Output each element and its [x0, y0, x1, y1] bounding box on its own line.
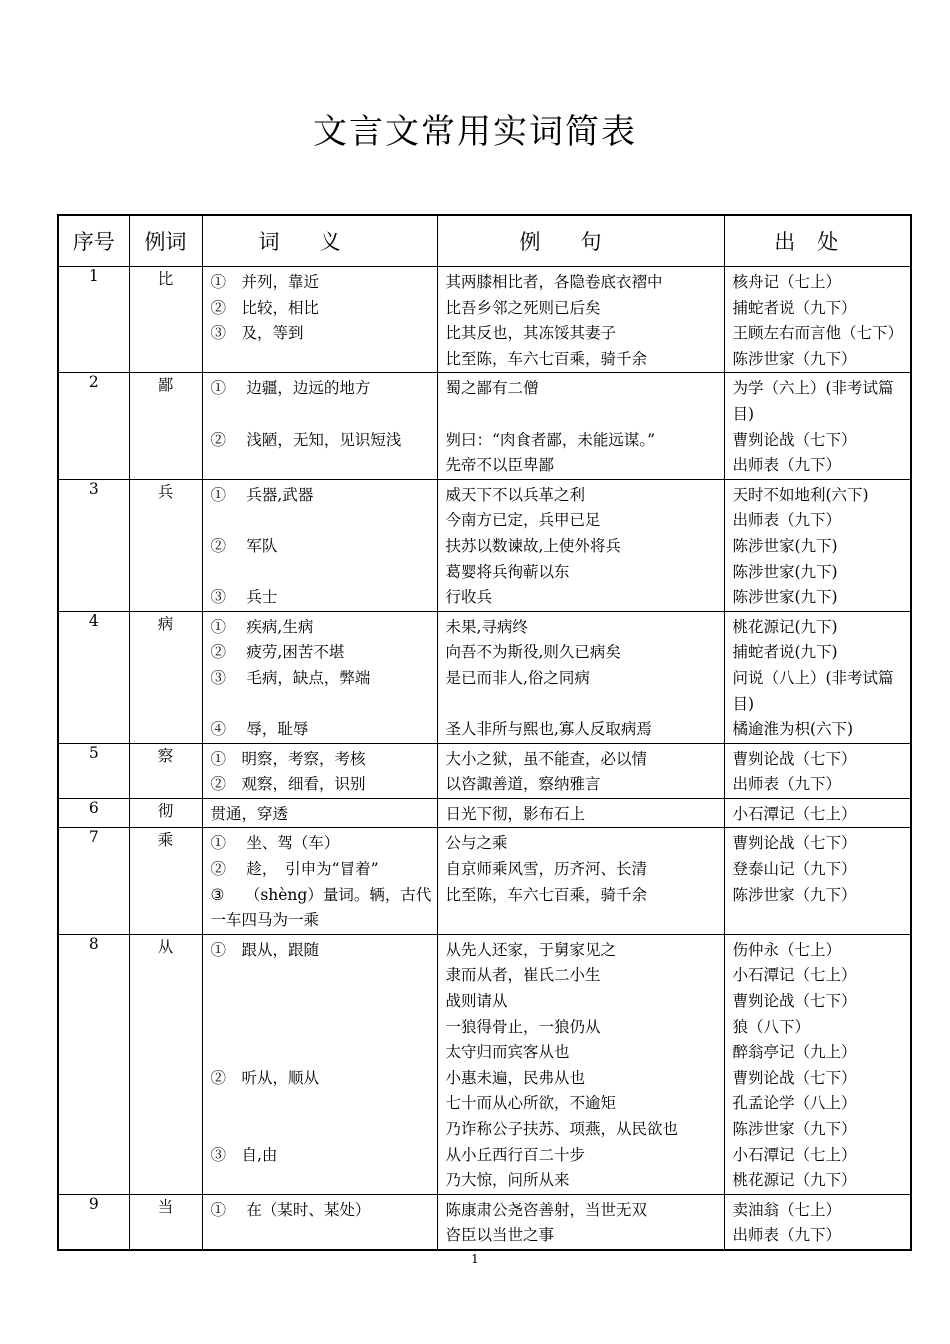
row-number: 3 — [58, 479, 129, 611]
source-line: 陈涉世家（九下） — [732, 1120, 857, 1138]
example-line: 小惠未遍，民弗从也 — [445, 1068, 586, 1087]
example-line: 比其反也，其冻馁其妻子 — [445, 324, 617, 343]
meaning-line: ① 明察，考察，考核 — [210, 749, 366, 768]
meaning-cell — [202, 828, 437, 934]
table-row — [58, 828, 911, 934]
example-line: 隶而从者，崔氏二小生 — [445, 966, 601, 985]
source-line: 小石潭记（七上） — [732, 804, 857, 823]
meaning-cell — [202, 267, 437, 373]
table-row — [58, 743, 911, 798]
meaning-line: ② 军队 — [210, 536, 278, 555]
meaning-cell — [202, 373, 437, 479]
source-line: 曹刿论战（七下） — [732, 1068, 857, 1087]
page-title: 文言文常用实词简表 — [313, 112, 637, 152]
example-word: 病 — [129, 611, 202, 743]
example-line: 今南方已定，兵甲已足 — [445, 511, 601, 530]
example-line: 向吾不为斯役,则久已病矣 — [445, 643, 621, 662]
table-row — [58, 267, 911, 373]
example-line: 一狼得骨止，一狼仍从 — [445, 1017, 601, 1036]
source-line: 伤仲永（七上） — [732, 940, 842, 959]
example-line: 比吾乡邻之死则已后矣 — [445, 298, 601, 317]
example-line: 乃大惊，问所从来 — [445, 1171, 570, 1190]
table-row — [58, 373, 911, 479]
example-word: 当 — [129, 1194, 202, 1250]
source-line: 捕蛇者说(九下) — [732, 643, 838, 662]
meaning-line: ③ 兵士 — [210, 588, 278, 607]
meaning-cell — [202, 1194, 437, 1250]
meaning-line — [211, 453, 433, 479]
example-cell — [437, 1194, 724, 1250]
meaning-line: ① 兵器,武器 — [210, 485, 314, 504]
source-line: 橘逾淮为枳(六下) — [732, 720, 854, 739]
meaning-line: ③ （shèng）量词。辆，古代一车四马为一乘 — [210, 885, 432, 930]
row-number: 1 — [58, 267, 129, 373]
meaning-line — [211, 1223, 433, 1249]
example-word: 察 — [129, 743, 202, 798]
meaning-line: ④ 辱，耻辱 — [210, 720, 309, 739]
source-line: 桃花源记(九下) — [732, 617, 838, 636]
source-line: 为学（六上）(非考试篇 — [732, 379, 894, 398]
example-line: 太守归而宾客从也 — [445, 1043, 570, 1062]
header-meaning: 词义 — [202, 215, 437, 267]
example-word: 从 — [129, 934, 202, 1194]
header-example: 例句 — [437, 215, 724, 267]
meaning-cell — [202, 798, 437, 828]
table-row — [58, 479, 911, 611]
meaning-line — [211, 1117, 433, 1143]
source-line: 出师表（九下） — [732, 1226, 842, 1245]
example-word: 彻 — [129, 798, 202, 828]
example-word: 比 — [129, 267, 202, 373]
source-line: 陈涉世家(九下) — [732, 588, 838, 607]
example-line: 比至陈，车六七百乘，骑千余 — [445, 885, 648, 904]
example-cell — [437, 743, 724, 798]
source-line: 目) — [732, 694, 755, 713]
source-line — [733, 908, 907, 934]
meaning-cell — [202, 934, 437, 1194]
meaning-line — [211, 560, 433, 586]
meaning-line: ① 坐、驾（车） — [210, 834, 340, 853]
header-word: 例词 — [129, 215, 202, 267]
meaning-line: ③ 及，等到 — [210, 324, 304, 343]
meaning-line: ① 跟从，跟随 — [210, 940, 320, 959]
source-line: 卖油翁（七上） — [732, 1200, 842, 1219]
source-line: 曹刿论战（七下） — [732, 430, 857, 449]
row-number: 6 — [58, 798, 129, 828]
source-cell — [724, 798, 911, 828]
meaning-cell — [202, 479, 437, 611]
example-line: 先帝不以臣卑鄙 — [445, 456, 555, 475]
example-word: 鄙 — [129, 373, 202, 479]
header-source: 出处 — [724, 215, 911, 267]
meaning-line: ② 听从，顺从 — [210, 1068, 320, 1087]
example-word: 兵 — [129, 479, 202, 611]
example-line: 日光下彻，影布石上 — [445, 804, 586, 823]
source-cell — [724, 267, 911, 373]
source-line: 小石潭记（七上） — [732, 1145, 857, 1164]
meaning-line — [211, 402, 433, 428]
example-line — [446, 692, 720, 718]
header-row — [58, 215, 911, 267]
meaning-line: ② 浅陋，无知，见识短浅 — [210, 430, 402, 449]
example-line: 战则请从 — [445, 992, 508, 1011]
example-line: 葛婴将兵徇蕲以东 — [445, 562, 570, 581]
example-cell — [437, 479, 724, 611]
source-line: 曹刿论战（七下） — [732, 992, 857, 1011]
source-line: 出师表（九下） — [732, 775, 842, 794]
example-line: 比至陈，车六七百乘，骑千余 — [445, 349, 648, 368]
meaning-line: ② 观察，细看，识别 — [210, 775, 366, 794]
source-cell — [724, 743, 911, 798]
meaning-line — [211, 1168, 433, 1194]
row-number: 5 — [58, 743, 129, 798]
source-line: 王顾左右而言他（七下） — [732, 324, 904, 343]
meaning-line — [211, 692, 433, 718]
meaning-line: ③ 自,由 — [210, 1145, 278, 1164]
source-line: 孔孟论学（八上） — [732, 1094, 857, 1113]
meaning-line: ① 边疆，边远的地方 — [210, 379, 371, 398]
page-number: 1 — [471, 1252, 479, 1266]
source-cell — [724, 1194, 911, 1250]
source-line: 小石潭记（七上） — [732, 966, 857, 985]
meaning-line — [211, 1015, 433, 1041]
source-line: 问说（八上）(非考试篇 — [732, 668, 894, 687]
meaning-line — [211, 1040, 433, 1066]
source-line: 曹刿论战（七下） — [732, 749, 857, 768]
example-cell — [437, 267, 724, 373]
example-line: 刿曰：“肉食者鄙，未能远谋。” — [445, 430, 656, 449]
table-row — [58, 611, 911, 743]
source-line: 天时不如地利(六下) — [732, 485, 869, 504]
source-line: 登泰山记（九下） — [732, 860, 857, 879]
source-line: 狼（八下） — [732, 1017, 811, 1036]
meaning-line: ② 疲劳,困苦不堪 — [210, 643, 345, 662]
source-line: 出师表（九下） — [732, 511, 842, 530]
example-cell — [437, 373, 724, 479]
example-line — [446, 908, 720, 934]
meaning-line: ② 趁， 引申为“冒着” — [210, 860, 379, 879]
example-cell — [437, 798, 724, 828]
row-number: 4 — [58, 611, 129, 743]
example-line: 未果,寻病终 — [445, 617, 528, 636]
table-row — [58, 1194, 911, 1250]
example-line: 从先人还家，于舅家见之 — [445, 940, 617, 959]
example-line: 其两膝相比者，各隐卷底衣褶中 — [445, 273, 663, 291]
meaning-line — [211, 508, 433, 534]
example-line: 咨臣以当世之事 — [445, 1226, 555, 1245]
row-number: 2 — [58, 373, 129, 479]
source-line: 醉翁亭记（九上） — [732, 1043, 857, 1062]
source-cell — [724, 479, 911, 611]
source-line: 目) — [732, 404, 755, 423]
example-line: 公与之乘 — [445, 834, 508, 853]
source-line: 陈涉世家(九下) — [732, 536, 838, 555]
source-line: 桃花源记（九下） — [732, 1171, 857, 1190]
vocabulary-table — [57, 214, 912, 1251]
example-line — [446, 402, 720, 428]
example-line: 乃诈称公子扶苏、项燕，从民欲也 — [445, 1120, 679, 1138]
row-number: 7 — [58, 828, 129, 934]
example-line: 行收兵 — [445, 588, 493, 607]
example-line: 陈康肃公尧咨善射，当世无双 — [445, 1200, 648, 1219]
example-cell — [437, 611, 724, 743]
source-cell — [724, 828, 911, 934]
example-line: 扶苏以数谏故,上使外将兵 — [445, 536, 621, 555]
example-line: 七十而从心所欲，不逾矩 — [445, 1094, 617, 1113]
source-line: 捕蛇者说（九下） — [732, 298, 857, 317]
example-line: 以咨諏善道，察纳雅言 — [445, 775, 601, 794]
example-line: 是已而非人,俗之同病 — [445, 668, 590, 687]
source-line: 陈涉世家（九下） — [732, 349, 857, 368]
meaning-line: 贯通，穿透 — [210, 804, 289, 823]
meaning-cell — [202, 611, 437, 743]
example-cell — [437, 828, 724, 934]
row-number: 9 — [58, 1194, 129, 1250]
source-line: 曹刿论战（七下） — [732, 834, 857, 853]
table-row — [58, 798, 911, 828]
source-line: 陈涉世家（九下） — [732, 885, 857, 904]
meaning-line: ① 疾病,生病 — [210, 617, 314, 636]
header-num: 序号 — [58, 215, 129, 267]
source-line: 陈涉世家(九下) — [732, 562, 838, 581]
table-row — [58, 934, 911, 1194]
meaning-line: ③ 毛病，缺点，弊端 — [210, 668, 371, 687]
example-cell — [437, 934, 724, 1194]
meaning-line — [211, 989, 433, 1015]
source-cell — [724, 611, 911, 743]
meaning-line — [211, 963, 433, 989]
source-line: 核舟记（七上） — [732, 273, 842, 291]
meaning-line: ① 并列，靠近 — [210, 273, 320, 291]
example-line: 圣人非所与熙也,寡人反取病焉 — [445, 720, 652, 739]
example-line: 从小丘西行百二十步 — [445, 1145, 586, 1164]
example-line: 自京师乘风雪，历齐河、长清 — [445, 860, 648, 879]
source-cell — [724, 934, 911, 1194]
example-line: 蜀之鄙有二僧 — [445, 379, 539, 398]
meaning-cell — [202, 743, 437, 798]
source-cell — [724, 373, 911, 479]
meaning-line: ② 比较，相比 — [210, 298, 320, 317]
example-line: 大小之狱，虽不能查，必以情 — [445, 749, 648, 768]
meaning-line — [211, 347, 433, 373]
example-word: 乘 — [129, 828, 202, 934]
example-line: 威天下不以兵革之利 — [445, 485, 586, 504]
source-line: 出师表（九下） — [732, 456, 842, 475]
meaning-line: ① 在（某时、某处） — [210, 1200, 371, 1219]
meaning-line — [211, 1091, 433, 1117]
row-number: 8 — [58, 934, 129, 1194]
